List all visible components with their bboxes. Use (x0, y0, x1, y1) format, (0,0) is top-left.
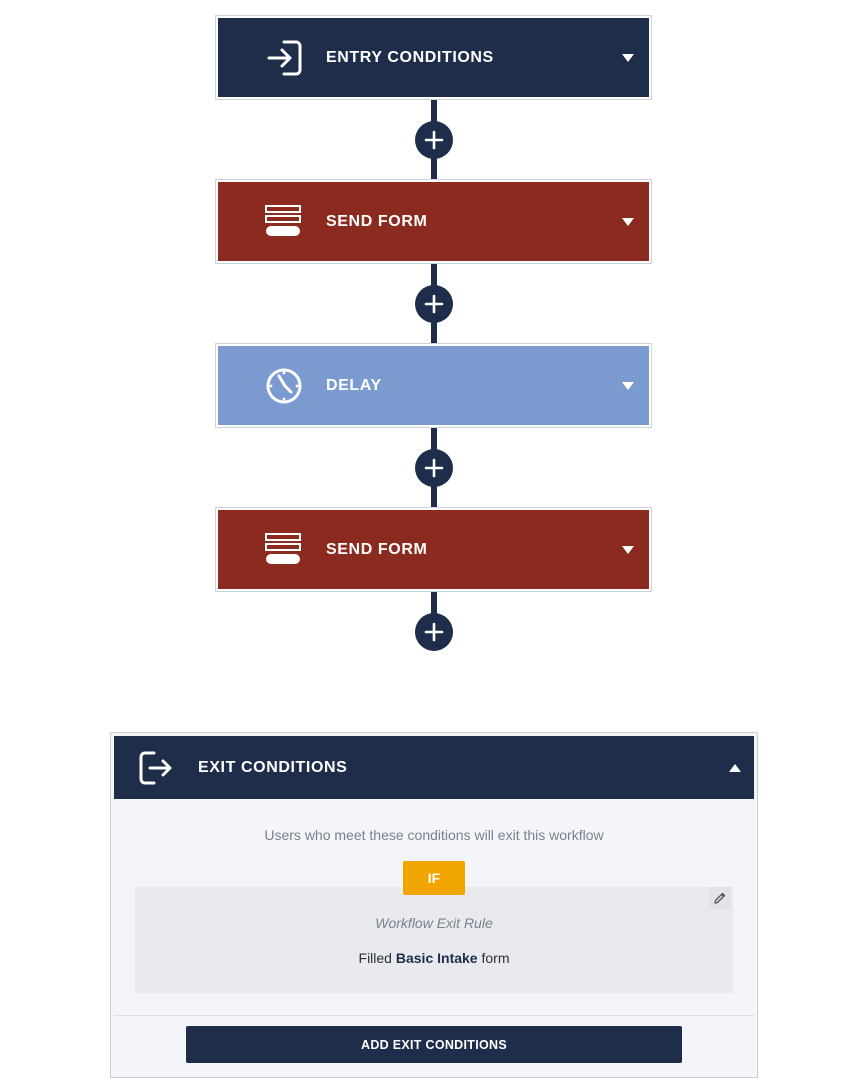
form-icon (264, 530, 304, 570)
step-label: SEND FORM (326, 540, 428, 558)
exit-conditions-panel (110, 732, 758, 1078)
step-send-form[interactable] (215, 507, 652, 592)
rule-form-name: Basic Intake (395, 950, 478, 966)
divider (114, 1015, 754, 1016)
add-step-button[interactable] (415, 121, 453, 159)
add-step-button[interactable] (415, 449, 453, 487)
add-exit-conditions-button[interactable]: ADD EXIT CONDITIONS (186, 1026, 682, 1063)
if-badge: IF (403, 861, 465, 895)
exit-icon (138, 750, 174, 786)
plus-icon (424, 294, 444, 314)
entry-icon (264, 38, 304, 78)
rule-prefix: Filled (358, 950, 392, 966)
exit-rule-card (135, 887, 733, 993)
form-icon (264, 202, 304, 242)
step-delay[interactable] (215, 343, 652, 428)
plus-icon (424, 458, 444, 478)
step-send-form[interactable] (215, 179, 652, 264)
rule-suffix: form (481, 950, 510, 966)
edit-rule-button[interactable] (709, 887, 731, 909)
caret-up-icon[interactable] (728, 763, 742, 773)
exit-conditions-title: EXIT CONDITIONS (198, 758, 348, 776)
caret-down-icon[interactable] (621, 545, 635, 555)
rule-description (135, 950, 733, 966)
step-label: ENTRY CONDITIONS (326, 48, 494, 66)
caret-down-icon[interactable] (621, 53, 635, 63)
step-label: SEND FORM (326, 212, 428, 230)
exit-description: Users who meet these conditions will exit this workflow (264, 827, 604, 843)
add-step-button[interactable] (415, 613, 453, 651)
add-step-button[interactable] (415, 285, 453, 323)
rule-name: Workflow Exit Rule (375, 915, 493, 931)
clock-icon (264, 366, 304, 406)
pencil-icon (713, 891, 727, 905)
plus-icon (424, 622, 444, 642)
caret-down-icon[interactable] (621, 381, 635, 391)
step-label: DELAY (326, 376, 382, 394)
step-entry-conditions[interactable] (215, 15, 652, 100)
exit-conditions-header[interactable] (114, 736, 754, 799)
caret-down-icon[interactable] (621, 217, 635, 227)
plus-icon (424, 130, 444, 150)
